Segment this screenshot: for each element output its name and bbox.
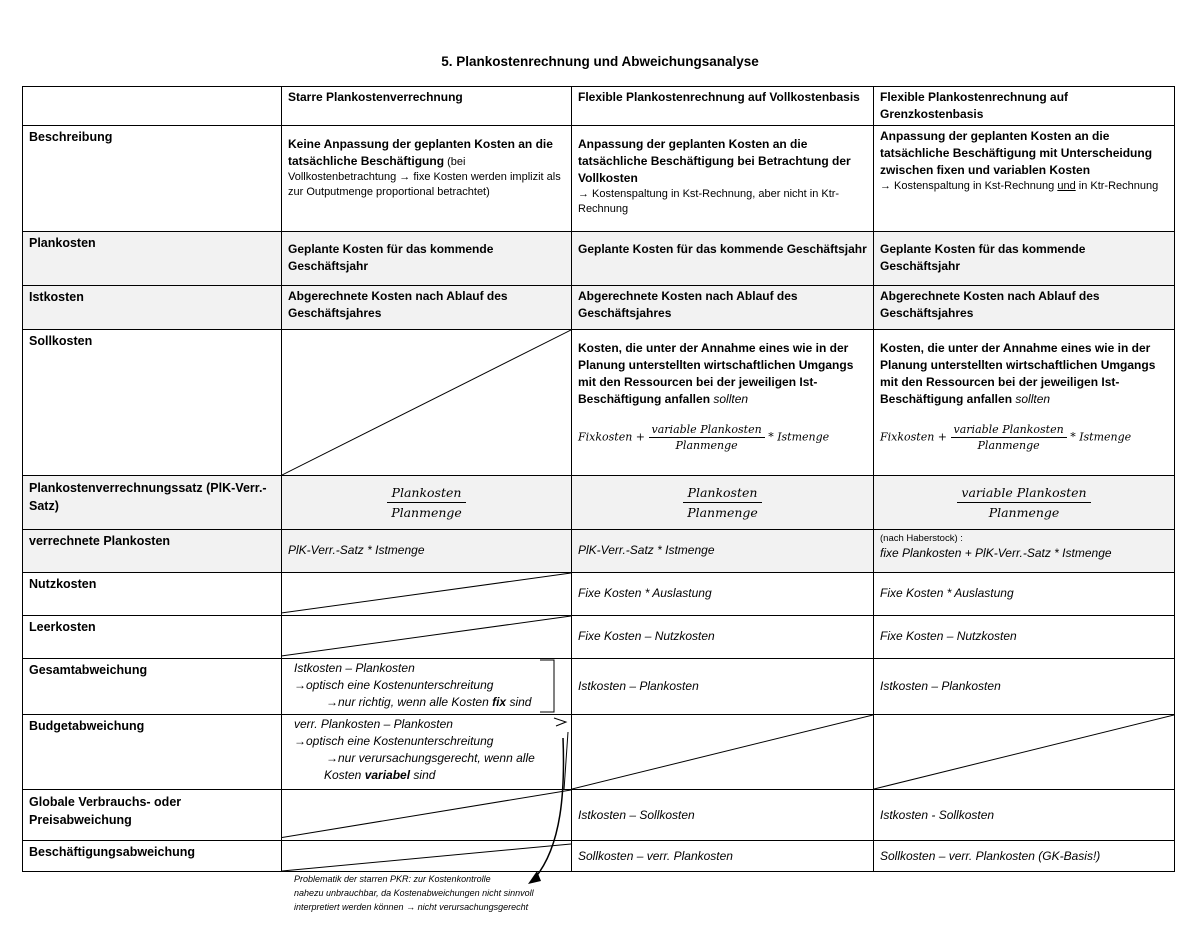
formula-numerator: variable Plankosten xyxy=(649,422,765,438)
leerkosten-voll: Fixe Kosten – Nutzkosten xyxy=(572,616,874,659)
diagonal-strike xyxy=(282,790,571,840)
row-beschaeftigung xyxy=(23,841,1175,872)
gesamt-grenz: Istkosten – Plankosten xyxy=(874,659,1175,715)
cell-sollkosten-voll xyxy=(572,330,874,476)
formula-right: * Istmenge xyxy=(1066,430,1132,444)
satz-grenz-den: Planmenge xyxy=(988,505,1060,520)
cell-beschreibung-starr xyxy=(282,126,572,232)
row-beschreibung xyxy=(23,126,1175,232)
label-plankosten: Plankosten xyxy=(23,232,282,286)
budget-starr-line4b: variabel xyxy=(364,768,411,782)
label-beschreibung: Beschreibung xyxy=(23,126,282,232)
diagonal-strike xyxy=(282,330,571,475)
beschaeftigung-voll: Sollkosten – verr. Plankosten xyxy=(572,841,874,872)
plankosten-starr: Geplante Kosten für das kommende Geschäftsjahr xyxy=(282,232,572,286)
gesamt-voll: Istkosten – Plankosten xyxy=(572,659,874,715)
formula-left: Fixkosten + xyxy=(578,430,649,444)
label-nutzkosten: Nutzkosten xyxy=(23,573,282,616)
plankosten-voll: Geplante Kosten für das kommende Geschäftsjahr xyxy=(572,232,874,286)
header-flex-grenz: Flexible Plankostenrechnung auf Grenzkostenbasis xyxy=(874,87,1175,126)
diagonal-strike xyxy=(282,573,571,615)
verrechnet-voll: PlK-Verr.-Satz * Istmenge xyxy=(572,530,874,573)
leerkosten-starr-crossed xyxy=(282,616,572,659)
beschreibung-grenz-rest-b: in Ktr-Rechnung xyxy=(1075,180,1159,192)
sollkosten-starr-crossed xyxy=(282,330,572,476)
cell-satz-grenz xyxy=(874,476,1175,530)
diagonal-strike xyxy=(572,715,873,789)
cell-sollkosten-grenz xyxy=(874,330,1175,476)
sollkosten-voll-formula xyxy=(578,422,867,453)
comparison-table xyxy=(22,86,1175,872)
global-grenz: Istkosten - Sollkosten xyxy=(874,790,1175,841)
nutzkosten-voll: Fixe Kosten * Auslastung xyxy=(572,573,874,616)
row-gesamt xyxy=(23,659,1175,715)
sollkosten-grenz-formula xyxy=(880,422,1168,453)
label-satz: Plankostenverrechnungssatz (PlK-Verr.-Satz) xyxy=(23,476,282,530)
beschreibung-grenz-rest-und: und xyxy=(1057,180,1076,192)
budget-voll-crossed xyxy=(572,715,874,790)
label-beschaeftigung: Beschäftigungsabweichung xyxy=(23,841,282,872)
header-starr: Starre Plankostenverrechnung xyxy=(282,87,572,126)
beschreibung-starr-rest1: (bei xyxy=(444,156,466,168)
global-starr-crossed xyxy=(282,790,572,841)
plankosten-grenz: Geplante Kosten für das kommende Geschäftsjahr xyxy=(874,232,1175,286)
label-leerkosten: Leerkosten xyxy=(23,616,282,659)
diagonal-strike xyxy=(282,841,571,871)
beschreibung-voll-bold: Anpassung der geplanten Kosten an die tatsächliche Beschäftigung bei Betrachtung der Vollkosten xyxy=(578,137,851,185)
sollkosten-voll-italic: sollten xyxy=(713,392,749,406)
cell-verrechnet-grenz xyxy=(874,530,1175,573)
istkosten-starr: Abgerechnete Kosten nach Ablauf des Geschäftsjahres xyxy=(282,286,572,330)
beschreibung-grenz-bold: Anpassung der geplanten Kosten an die tatsächliche Beschäftigung mit Unterscheidung zwischen fixen und variablen Kosten xyxy=(880,129,1153,177)
budget-starr-line3: →nur verursachungsgerecht, wenn alle xyxy=(326,751,535,765)
row-nutzkosten xyxy=(23,573,1175,616)
satz-voll-den: Planmenge xyxy=(687,505,758,520)
page-title: 5. Plankostenrechnung und Abweichungsanalyse xyxy=(441,54,759,69)
footnote-line1: Problematik der starren PKR: zur Kostenkontrolle xyxy=(294,874,491,884)
satz-grenz-num: variable Plankosten xyxy=(957,483,1090,503)
label-budget: Budgetabweichung xyxy=(23,715,282,790)
istkosten-grenz: Abgerechnete Kosten nach Ablauf des Geschäftsjahres xyxy=(874,286,1175,330)
nutzkosten-grenz: Fixe Kosten * Auslastung xyxy=(874,573,1175,616)
footnote xyxy=(294,872,574,914)
verrechnet-grenz-note: (nach Haberstock) : xyxy=(880,533,963,544)
cell-satz-starr xyxy=(282,476,572,530)
gesamt-starr-line3a: →nur richtig, wenn alle Kosten xyxy=(326,695,493,709)
diagonal-strike xyxy=(282,616,571,658)
footnote-line3: interpretiert werden können → nicht verursachungsgerecht xyxy=(294,902,529,912)
cell-beschreibung-grenz xyxy=(874,126,1175,232)
cell-beschreibung-voll xyxy=(572,126,874,232)
label-gesamt: Gesamtabweichung xyxy=(23,659,282,715)
beschreibung-voll-rest: → Kostenspaltung in Kst-Rechnung, aber nicht in Ktr-Rechnung xyxy=(578,188,840,215)
sollkosten-voll-text: Kosten, die unter der Annahme eines wie in der Planung unterstellten wirtschaftlichen Umgangs mit den Ressourcen bei der jeweiligen Ist-Beschäftigung anfallen xyxy=(578,341,854,406)
cell-budget-starr xyxy=(282,715,572,790)
sollkosten-grenz-text: Kosten, die unter der Annahme eines wie in der Planung unterstellten wirtschaftlichen Umgangs mit den Ressourcen bei der jeweiligen Ist-Beschäftigung anfallen xyxy=(880,341,1156,406)
row-istkosten xyxy=(23,286,1175,330)
gesamt-starr-line2: →optisch eine Kostenunterschreitung xyxy=(294,678,494,692)
beschaeftigung-starr-crossed xyxy=(282,841,572,872)
gesamt-starr-line3c: sind xyxy=(506,695,532,709)
diagonal-strike xyxy=(874,715,1174,789)
global-voll: Istkosten – Sollkosten xyxy=(572,790,874,841)
satz-starr-den: Planmenge xyxy=(391,505,462,520)
cell-gesamt-starr xyxy=(282,659,572,715)
formula-right: * Istmenge xyxy=(764,430,830,444)
label-verrechnet: verrechnete Plankosten xyxy=(23,530,282,573)
row-leerkosten xyxy=(23,616,1175,659)
row-sollkosten xyxy=(23,330,1175,476)
budget-starr-line2: →optisch eine Kostenunterschreitung xyxy=(294,734,494,748)
beschreibung-starr-bold: Keine Anpassung der geplanten Kosten an die tatsächliche Beschäftigung xyxy=(288,137,553,168)
verrechnet-grenz-formula: fixe Plankosten + PlK-Verr.-Satz * Istmenge xyxy=(880,546,1112,560)
leerkosten-grenz: Fixe Kosten – Nutzkosten xyxy=(874,616,1175,659)
formula-denominator: Planmenge xyxy=(977,439,1040,452)
header-flex-voll: Flexible Plankostenrechnung auf Vollkostenbasis xyxy=(572,87,874,126)
beschreibung-starr-rest2: Vollkostenbetrachtung → fixe Kosten werden implizit als zur Outputmenge proportional betrachtet) xyxy=(288,171,561,198)
label-sollkosten: Sollkosten xyxy=(23,330,282,476)
row-budget xyxy=(23,715,1175,790)
satz-voll-num: Plankosten xyxy=(683,483,762,503)
budget-starr-line1: verr. Plankosten – Plankosten xyxy=(294,717,453,731)
row-global xyxy=(23,790,1175,841)
budget-starr-line4a: Kosten xyxy=(324,768,365,782)
row-satz xyxy=(23,476,1175,530)
header-empty-cell xyxy=(23,87,282,126)
beschaeftigung-grenz: Sollkosten – verr. Plankosten (GK-Basis!) xyxy=(874,841,1175,872)
beschreibung-grenz-rest-a: → Kostenspaltung in Kst-Rechnung xyxy=(880,180,1058,192)
row-verrechnet xyxy=(23,530,1175,573)
nutzkosten-starr-crossed xyxy=(282,573,572,616)
header-row xyxy=(23,87,1175,126)
label-global: Globale Verbrauchs- oder Preisabweichung xyxy=(23,790,282,841)
budget-grenz-crossed xyxy=(874,715,1175,790)
cell-satz-voll xyxy=(572,476,874,530)
gesamt-starr-line3b: fix xyxy=(492,695,507,709)
formula-numerator: variable Plankosten xyxy=(951,422,1067,438)
row-plankosten xyxy=(23,232,1175,286)
footnote-line2: nahezu unbrauchbar, da Kostenabweichungen nicht sinnvoll xyxy=(294,888,534,898)
sollkosten-grenz-italic: sollten xyxy=(1015,392,1051,406)
verrechnet-starr: PlK-Verr.-Satz * Istmenge xyxy=(282,530,572,573)
istkosten-voll: Abgerechnete Kosten nach Ablauf des Geschäftsjahres xyxy=(572,286,874,330)
satz-starr-num: Plankosten xyxy=(387,483,466,503)
formula-denominator: Planmenge xyxy=(675,439,738,452)
gesamt-starr-line1: Istkosten – Plankosten xyxy=(294,661,415,675)
label-istkosten: Istkosten xyxy=(23,286,282,330)
budget-starr-line4c: sind xyxy=(410,768,436,782)
formula-left: Fixkosten + xyxy=(880,430,951,444)
